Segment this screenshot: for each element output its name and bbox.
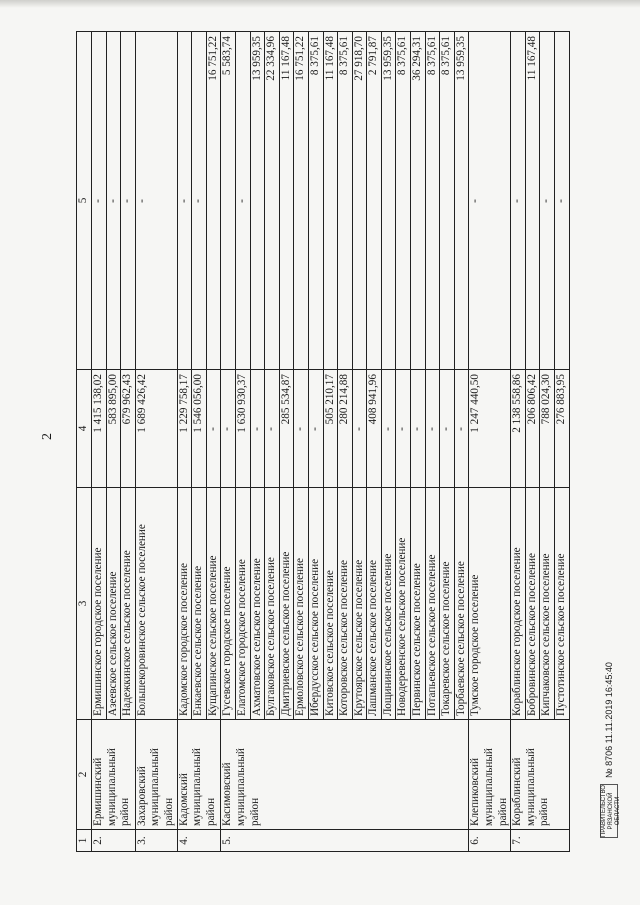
value-col5: -: [469, 32, 511, 370]
district-name: Захаровский муниципальный район: [135, 720, 177, 830]
value-col4: -: [381, 370, 396, 488]
value-col5: 8 375,61: [425, 32, 440, 370]
settlement-name: Которовское сельское поселение: [338, 488, 353, 720]
page-number: 2: [40, 433, 55, 440]
district-name: Кораблинский муниципальный район: [511, 720, 569, 830]
value-col4: 408 941,96: [367, 370, 382, 488]
value-col5: -: [106, 32, 121, 370]
value-col5: -: [511, 32, 526, 370]
value-col4: 206 806,42: [525, 370, 540, 488]
settlement-name: Кипчаковское сельское поселение: [540, 488, 555, 720]
table-row: [92, 32, 107, 852]
settlement-name: Пустотинское сельское поселение: [555, 488, 570, 720]
value-col5: 11 167,48: [525, 32, 540, 370]
settlement-name: Дмитриевское сельское поселение: [279, 488, 294, 720]
settlement-name: Булгаковское сельское поселение: [265, 488, 280, 720]
value-col5: 16 751,22: [294, 32, 309, 370]
value-col4: 285 534,87: [279, 370, 294, 488]
registration-stamp: ПРАВИТЕЛЬСТВО РЯЗАНСКОЙ ОБЛАСТИ: [601, 785, 621, 837]
settlement-name: Надежкинское сельское поселение: [121, 488, 136, 720]
row-number: 2.: [92, 830, 136, 852]
settlement-name: Тумское городское поселение: [469, 488, 511, 720]
settlement-name: Кадомское городское поселение: [177, 488, 192, 720]
value-col4: -: [221, 370, 236, 488]
settlement-name: Бобровинское сельское поселение: [525, 488, 540, 720]
value-col4: -: [308, 370, 323, 488]
value-col4: 788 024,30: [540, 370, 555, 488]
district-name: Ермишинский муниципальный район: [92, 720, 136, 830]
settlement-name: Ермишинское городское поселение: [92, 488, 107, 720]
settlement-name: Потапьевское сельское поселение: [425, 488, 440, 720]
value-col5: 8 375,61: [440, 32, 455, 370]
value-col4: -: [250, 370, 265, 488]
row-number: 3.: [135, 830, 177, 852]
settlement-name: Первинское сельское поселение: [411, 488, 426, 720]
district-name: Касимовский муниципальный район: [221, 720, 469, 830]
value-col4: 280 214,88: [338, 370, 353, 488]
value-col4: 1 229 758,17: [177, 370, 192, 488]
value-col4: -: [396, 370, 411, 488]
value-col5: 13 959,35: [454, 32, 469, 370]
row-number: 4.: [177, 830, 221, 852]
district-name: Кадомский муниципальный район: [177, 720, 221, 830]
district-name: Клепиковский муниципальный район: [469, 720, 511, 830]
value-col4: -: [411, 370, 426, 488]
settlement-name: Кущапинское сельское поселение: [206, 488, 221, 720]
value-col4: -: [352, 370, 367, 488]
value-col5: 27 918,70: [352, 32, 367, 370]
settlement-name: Новодеревенское сельское поселение: [396, 488, 411, 720]
settlement-name: Гусевское городское поселение: [221, 488, 236, 720]
settlement-name: Лощининское сельское поселение: [381, 488, 396, 720]
row-number: 7.: [511, 830, 569, 852]
value-col5: -: [540, 32, 555, 370]
value-col5: 16 751,22: [206, 32, 221, 370]
value-col4: 1 630 930,37: [235, 370, 250, 488]
value-col4: -: [206, 370, 221, 488]
header-row: [77, 32, 92, 852]
value-col4: 1 415 138,02: [92, 370, 107, 488]
value-col5: 8 375,61: [308, 32, 323, 370]
settlement-name: Токаревское сельское поселение: [440, 488, 455, 720]
header-cell: 2: [77, 720, 92, 830]
value-col4: 1 689 426,42: [135, 370, 177, 488]
settlement-name: Кораблинское городское поселение: [511, 488, 526, 720]
table-row: [511, 32, 526, 852]
header-cell: 3: [77, 488, 92, 720]
value-col5: 2 791,87: [367, 32, 382, 370]
table-row: [469, 32, 511, 852]
settlement-name: Ахматовское сельское поселение: [250, 488, 265, 720]
settlement-name: Ермоловское сельское поселение: [294, 488, 309, 720]
header-cell: 5: [77, 32, 92, 370]
document-reference: № 8706 11.11.2019 16:45:40: [604, 662, 614, 778]
value-col5: 11 167,48: [279, 32, 294, 370]
value-col5: 13 959,35: [250, 32, 265, 370]
settlement-name: Ибердусское сельское поселение: [308, 488, 323, 720]
value-col4: 1 247 440,50: [469, 370, 511, 488]
table-row: [135, 32, 177, 852]
value-col5: 13 959,35: [381, 32, 396, 370]
value-col4: -: [454, 370, 469, 488]
value-col4: 1 546 056,00: [192, 370, 207, 488]
value-col4: -: [265, 370, 280, 488]
header-cell: 1: [77, 830, 92, 852]
rotated-table-container: [76, 32, 586, 852]
settlement-name: Крутоярское сельское поселение: [352, 488, 367, 720]
value-col4: 2 138 558,86: [511, 370, 526, 488]
allocation-table: [76, 31, 570, 852]
settlement-name: Китовское сельское поселение: [323, 488, 338, 720]
settlement-name: Енкаевское сельское поселение: [192, 488, 207, 720]
value-col5: -: [121, 32, 136, 370]
table-row: [177, 32, 192, 852]
value-col5: 8 375,61: [338, 32, 353, 370]
settlement-name: Азеевское сельское поселение: [106, 488, 121, 720]
value-col5: 36 294,31: [411, 32, 426, 370]
row-number: 5.: [221, 830, 469, 852]
table-body: [77, 32, 570, 852]
row-number: 6.: [469, 830, 511, 852]
value-col5: -: [192, 32, 207, 370]
scan-edge: [0, 0, 640, 8]
document-footer: [594, 618, 624, 838]
settlement-name: Лашманское сельское поселение: [367, 488, 382, 720]
value-col5: 8 375,61: [396, 32, 411, 370]
value-col4: 583 895,00: [106, 370, 121, 488]
value-col4: 679 962,43: [121, 370, 136, 488]
table-row: [221, 32, 236, 852]
value-col4: -: [294, 370, 309, 488]
value-col5: 5 583,74: [221, 32, 236, 370]
value-col5: -: [555, 32, 570, 370]
value-col4: -: [425, 370, 440, 488]
value-col5: -: [135, 32, 177, 370]
value-col5: -: [92, 32, 107, 370]
value-col5: -: [177, 32, 192, 370]
value-col5: 22 334,96: [265, 32, 280, 370]
header-cell: 4: [77, 370, 92, 488]
value-col4: 505 210,17: [323, 370, 338, 488]
value-col5: -: [235, 32, 250, 370]
settlement-name: Торбаевское сельское поселение: [454, 488, 469, 720]
value-col5: 11 167,48: [323, 32, 338, 370]
settlement-name: Большекоровинское сельское поселение: [135, 488, 177, 720]
value-col4: 276 883,95: [555, 370, 570, 488]
settlement-name: Елатомское городское поселение: [235, 488, 250, 720]
value-col4: -: [440, 370, 455, 488]
